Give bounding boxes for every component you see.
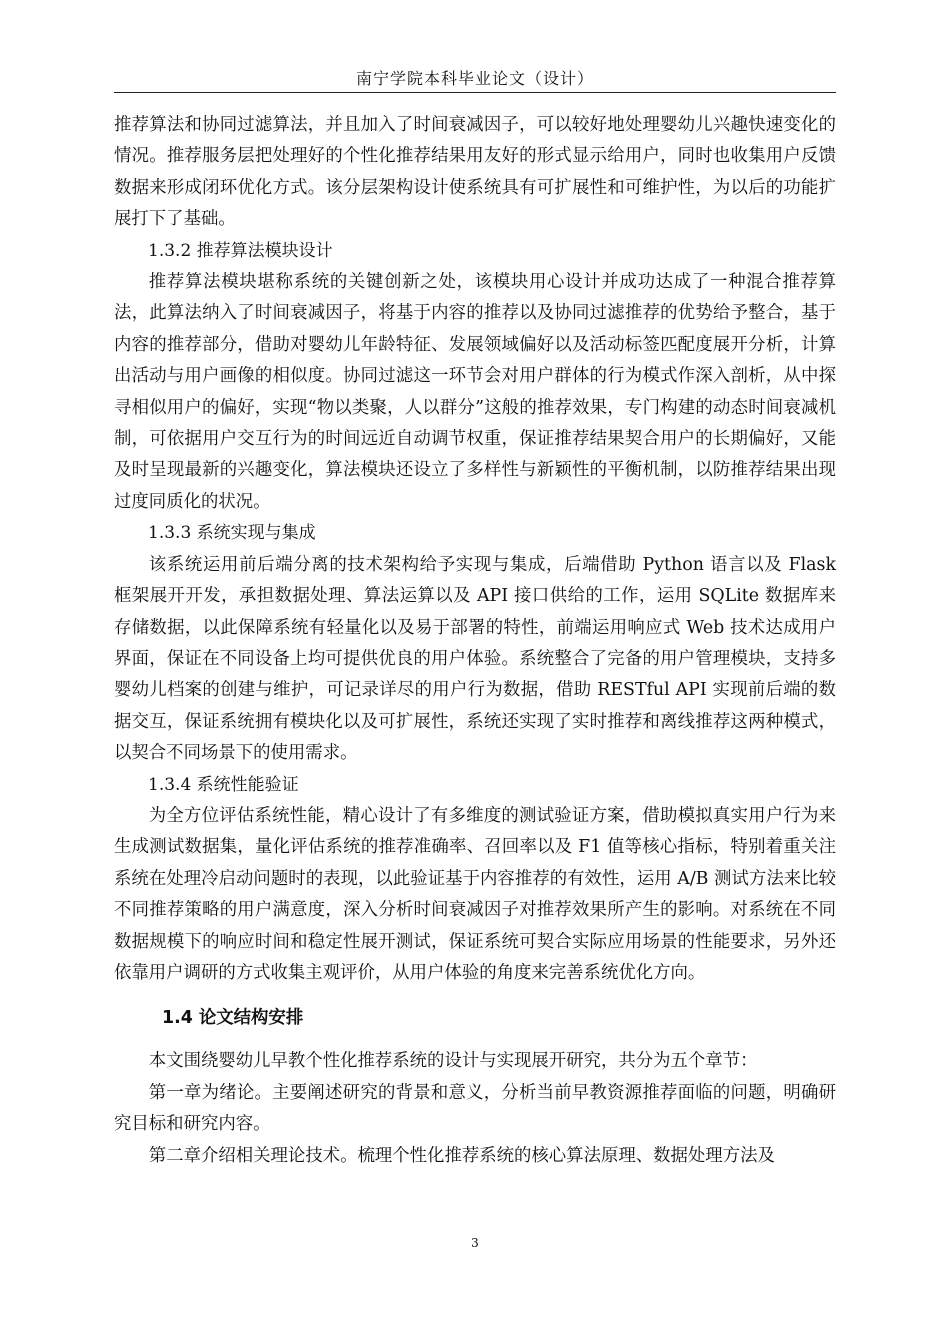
- section-heading-1-4: 1.4 论文结构安排: [162, 1008, 304, 1029]
- paragraph-structure-overview: 本文围绕婴幼儿早教个性化推荐系统的设计与实现展开研究，共分为五个章节：: [148, 1051, 758, 1072]
- subheading-1-3-3: 1.3.3 系统实现与集成: [148, 523, 316, 544]
- paragraph-architecture-summary: 推荐算法和协同过滤算法，并且加入了时间衰减因子，可以较好地处理婴幼儿兴趣快速变化的情况。推荐服务层把处理好的个性化推荐结果用友好的形式显示给用户，同时也收集用户反馈数据来形成闭环优化方式。该分层架构设计使系统具有可扩展性和可维护性，为以后的功能扩展打下了基础。: [114, 115, 836, 230]
- paragraph-system-implementation: 该系统运用前后端分离的技术架构给予实现与集成，后端借助 Python 语言以及 Flask 框架展开开发，承担数据处理、算法运算以及 API 接口供给的工作，运用 SQLite 数据库来存储数据，以此保障系统有轻量化以及易于部署的特性，前端运用响应式 Web 技术达成用户界面，保证在不同设备上均可提供优良的用户体验。系统整合了完备的用户管理模块，支持多婴幼儿档案的创建与维护，可记录详尽的用户行为数据，借助 RESTful API 实现前后端的数据交互，保证系统拥有模块化以及可扩展性，系统还实现了实时推荐和离线推荐这两种模式，以契合不同场景下的使用需求。: [114, 554, 836, 764]
- header-rule: [114, 92, 836, 93]
- paragraph-performance-validation: 为全方位评估系统性能，精心设计了有多维度的测试验证方案，借助模拟真实用户行为来生成测试数据集，量化评估系统的推荐准确率、召回率以及 F1 值等核心指标，特别着重关注系统在处理冷启动问题时的表现，以此验证基于内容推荐的有效性，运用 A/B 测试方法来比较不同推荐策略的用户满意度，深入分析时间衰减因子对推荐效果所产生的影响。对系统在不同数据规模下的响应时间和稳定性展开测试，保证系统可契合实际应用场景的性能要求，另外还依靠用户调研的方式收集主观评价，从用户体验的角度来完善系统优化方向。: [114, 805, 836, 983]
- subheading-1-3-4: 1.3.4 系统性能验证: [148, 774, 299, 795]
- paragraph-chapter-one: 第一章为绪论。主要阐述研究的背景和意义，分析当前早教资源推荐面临的问题，明确研究目标和研究内容。: [114, 1082, 836, 1135]
- subheading-1-3-2: 1.3.2 推荐算法模块设计: [148, 240, 333, 261]
- paragraph-algorithm-design: 推荐算法模块堪称系统的关键创新之处，该模块用心设计并成功达成了一种混合推荐算法，此算法纳入了时间衰减因子，将基于内容的推荐以及协同过滤推荐的优势给予整合，基于内容的推荐部分，借助对婴幼儿年龄特征、发展领域偏好以及活动标签匹配度展开分析，计算出活动与用户画像的相似度。协同过滤这一环节会对用户群体的行为模式作深入剖析，从中探寻相似用户的偏好，实现“物以类聚，人以群分”这般的推荐效果，专门构建的动态时间衰减机制，可依据用户交互行为的时间远近自动调节权重，保证推荐结果契合用户的长期偏好，又能及时呈现最新的兴趣变化，算法模块还设立了多样性与新颖性的平衡机制，以防推荐结果出现过度同质化的状况。: [114, 272, 836, 512]
- page-number: 3: [471, 1236, 479, 1250]
- document-body: [114, 110, 836, 1172]
- page-header: 南宁学院本科毕业论文（设计）: [355, 69, 594, 88]
- paragraph-chapter-two: 第二章介绍相关理论技术。梳理个性化推荐系统的核心算法原理、数据处理方法及: [148, 1145, 775, 1166]
